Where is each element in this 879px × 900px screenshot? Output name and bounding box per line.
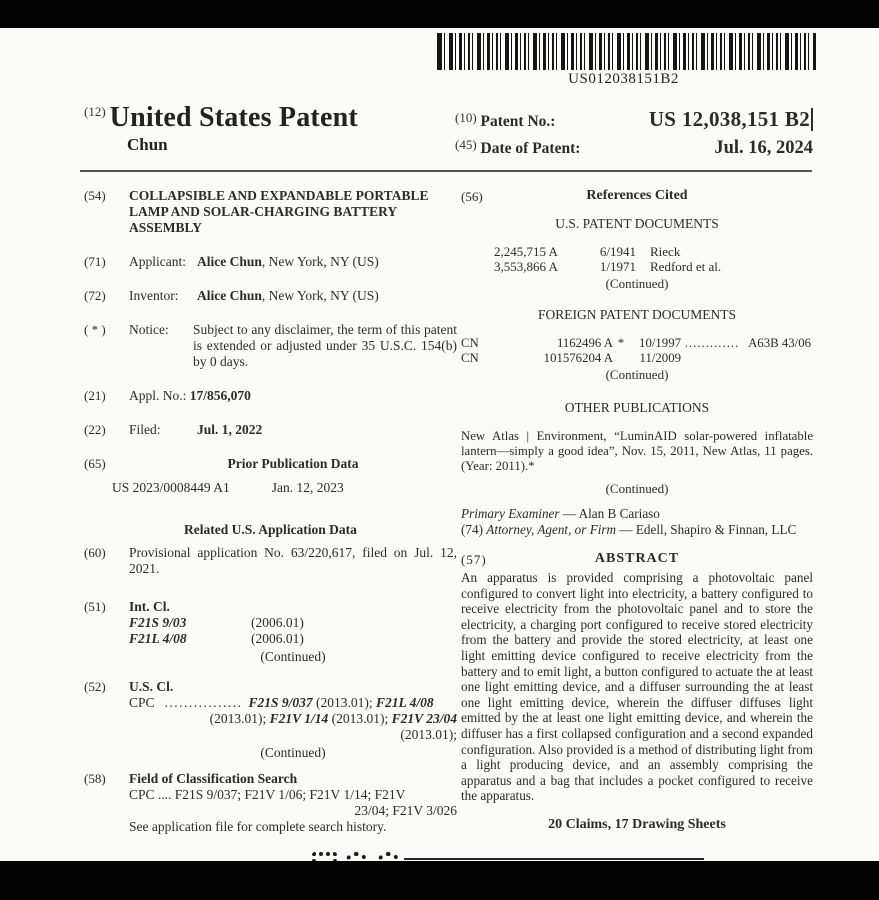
foreign-star bbox=[613, 351, 629, 366]
appl-no-value: 17/856,070 bbox=[189, 388, 251, 403]
field-code-71: (71) bbox=[84, 254, 106, 269]
field-search-row bbox=[84, 771, 457, 835]
foreign-country: CN bbox=[461, 336, 479, 350]
int-cl-continued: (Continued) bbox=[260, 649, 326, 664]
filed-value: Jul. 1, 2022 bbox=[197, 422, 263, 437]
primary-examiner-line bbox=[461, 506, 813, 522]
patent-number-row bbox=[455, 106, 813, 133]
prior-pub-number: US 2023/0008449 A1 bbox=[112, 480, 230, 495]
int-cl-row bbox=[84, 599, 457, 665]
int-cl-year: (2006.01) bbox=[251, 631, 304, 646]
patent-number-value: US 12,038,151 B2 bbox=[649, 108, 813, 131]
field-search-line-2: 23/04; F21V 3/026 bbox=[354, 803, 457, 818]
attorney-value: — Edell, Shapiro & Finnan, LLC bbox=[619, 521, 797, 537]
provisional-row bbox=[84, 545, 457, 577]
field-code-58: (58) bbox=[84, 771, 106, 786]
first-inventor-surname: Chun bbox=[127, 135, 168, 154]
cropped-figure-line bbox=[404, 858, 704, 860]
page-title: United States Patent bbox=[109, 102, 358, 133]
cpc-line-2: (2013.01); F21V 1/14 (2013.01); F21V 23/04 bbox=[209, 711, 457, 726]
abstract-heading: ABSTRACT bbox=[594, 551, 680, 566]
us-cl-continued: (Continued) bbox=[260, 745, 326, 760]
int-cl-code: F21L 4/08 bbox=[129, 631, 187, 646]
letterbox-bottom bbox=[0, 861, 879, 900]
us-cl-heading: U.S. Cl. bbox=[129, 679, 174, 694]
us-patent-row bbox=[461, 260, 813, 275]
notice-row bbox=[84, 322, 457, 370]
field-code-54: (54) bbox=[84, 188, 106, 203]
cropped-figure-shape bbox=[344, 852, 369, 861]
other-publications-heading: OTHER PUBLICATIONS bbox=[564, 400, 710, 415]
notice-text: Subject to any disclaimer, the term of this patent is extended or adjusted under 35 U.S.C. 154(b) by 0 days. bbox=[193, 322, 457, 369]
barcode bbox=[437, 33, 816, 70]
notice-label: Notice: bbox=[129, 322, 169, 337]
inventor-row bbox=[84, 288, 457, 304]
invention-title: COLLAPSIBLE AND EXPANDABLE PORTABLE LAMP AND SOLAR-CHARGING BATTERY ASSEMBLY bbox=[129, 188, 429, 235]
field-code-51: (51) bbox=[84, 599, 106, 614]
patent-date-row bbox=[455, 133, 813, 160]
primary-examiner-value: — Alan B Cariaso bbox=[562, 506, 660, 521]
foreign-star: * bbox=[617, 336, 625, 350]
cropped-figure-shape bbox=[312, 852, 337, 861]
left-column bbox=[84, 188, 457, 835]
foreign-country: CN bbox=[461, 350, 479, 365]
patent-date-label: $^{(45)}$ Date of Patent: bbox=[455, 137, 581, 157]
references-cited-heading: References Cited bbox=[586, 188, 688, 203]
us-patents-continued: (Continued) bbox=[605, 276, 669, 291]
patent-number-label: $^{(10)}$ Patent No.: bbox=[455, 110, 556, 130]
header-left bbox=[84, 102, 358, 155]
field-code-74: (74) bbox=[461, 521, 483, 537]
right-column bbox=[461, 188, 813, 833]
related-data-heading: Related U.S. Application Data bbox=[184, 522, 357, 537]
foreign-patent-row bbox=[461, 336, 813, 351]
foreign-patents-continued: (Continued) bbox=[605, 367, 669, 382]
applicant-location: , New York, NY (US) bbox=[261, 254, 379, 269]
field-code-72: (72) bbox=[84, 288, 106, 303]
dot-leader: ................ bbox=[164, 695, 243, 710]
cpc-line-1: CPC ................ F21S 9/037 (2013.01); F21L 4/08 bbox=[129, 695, 434, 710]
applicant-name: Alice Chun bbox=[197, 254, 262, 269]
prior-pub-row bbox=[84, 480, 457, 496]
cpc-line-3: (2013.01); bbox=[400, 727, 457, 742]
abstract-heading-row bbox=[461, 551, 813, 567]
us-cl-row bbox=[84, 679, 457, 761]
field-code-65: (65) bbox=[84, 456, 106, 471]
foreign-patent-row bbox=[461, 351, 813, 366]
patent-doc-date: 1/1971 bbox=[599, 258, 636, 274]
field-code-22: (22) bbox=[84, 422, 106, 437]
header-right bbox=[455, 106, 813, 160]
us-patent-row bbox=[461, 245, 813, 260]
field-search-line-1: CPC .... F21S 9/037; F21V 1/06; F21V 1/14; F21V bbox=[129, 787, 406, 802]
foreign-date: 10/1997 bbox=[639, 336, 681, 350]
int-cl-entry bbox=[129, 615, 457, 631]
other-publications-text: New Atlas | Environment, “LuminAID solar-powered inflatable lantern—simply a good idea”, Nov. 15, 2011, New Atlas, 11 pages. (Year: 2011).* bbox=[461, 429, 813, 473]
field-code-52: (52) bbox=[84, 679, 106, 694]
header-divider bbox=[80, 170, 812, 172]
foreign-number: 101576204 A bbox=[543, 350, 613, 365]
int-cl-year: (2006.01) bbox=[251, 615, 304, 630]
appl-no-row bbox=[84, 388, 457, 404]
letterbox-top bbox=[0, 0, 879, 28]
invention-title-row bbox=[84, 188, 457, 236]
references-cited-heading-row bbox=[461, 188, 813, 204]
field-code-56: (56) bbox=[461, 189, 483, 204]
applicant-label: Applicant: bbox=[129, 254, 186, 269]
field-code-60: (60) bbox=[84, 545, 106, 560]
field-code-21: (21) bbox=[84, 388, 106, 403]
provisional-text: Provisional application No. 63/220,617, filed on Jul. 12, 2021. bbox=[129, 545, 457, 576]
abstract-text: An apparatus is provided comprising a photovoltaic panel configured to convert light into electricity, a battery configured to receive electricity from the photovoltaic panel and to store the electricity, a charging port configured to receive stored electricity from the battery and provide the stored electricity, at least one light emitting device configured to receive electricity from the battery and to emit light, a button configured to actuate the at least one light emitting device, and a diffuser surrounding the at least one light emitting device, wherein the diffuser diffuses light emitted by the at least one light emitting device, and wherein the diffuser has a first collapsed configuration and a second expanded configuration. Also provided is a method of distributing light from a light producing device, and an assembly comprising the apparatus and a bag that includes a pocket configured to receive the apparatus. bbox=[461, 570, 813, 804]
primary-examiner-label: Primary Examiner bbox=[461, 506, 560, 521]
int-cl-code: F21S 9/03 bbox=[129, 615, 187, 630]
applicant-row bbox=[84, 254, 457, 270]
claims-drawing-sheets-line: 20 Claims, 17 Drawing Sheets bbox=[548, 816, 726, 832]
filed-row bbox=[84, 422, 457, 438]
appl-no-label: Appl. No.: bbox=[129, 388, 187, 403]
int-cl-heading: Int. Cl. bbox=[129, 599, 170, 614]
field-code-12: (12) bbox=[84, 104, 106, 119]
attorney-label: Attorney, Agent, or Firm bbox=[486, 521, 617, 537]
patent-doc-date: 6/1941 bbox=[599, 244, 636, 259]
patent-front-page bbox=[0, 28, 879, 861]
field-search-heading: Field of Classification Search bbox=[129, 771, 298, 786]
patent-doc-number: 2,245,715 A bbox=[494, 244, 558, 259]
us-patent-documents-heading: U.S. PATENT DOCUMENTS bbox=[555, 216, 719, 231]
field-search-line-3: See application file for complete search history. bbox=[129, 819, 387, 834]
prior-pub-heading: Prior Publication Data bbox=[227, 456, 359, 471]
patent-doc-name: Redford et al. bbox=[650, 258, 722, 274]
patent-doc-number: 3,553,866 A bbox=[494, 258, 558, 274]
field-code-57: (57) bbox=[461, 552, 487, 567]
dot-leader: ............. bbox=[684, 336, 740, 350]
foreign-class: A63B 43/06 bbox=[748, 336, 811, 350]
cpc-label: CPC bbox=[129, 695, 155, 710]
inventor-label: Inventor: bbox=[129, 288, 179, 303]
int-cl-entry bbox=[129, 631, 457, 647]
patent-doc-name: Rieck bbox=[650, 244, 681, 259]
foreign-patent-documents-heading: FOREIGN PATENT DOCUMENTS bbox=[537, 307, 737, 322]
barcode-text: US012038151B2 bbox=[568, 71, 679, 87]
filed-label: Filed: bbox=[129, 422, 161, 437]
field-code-star: ( * ) bbox=[84, 322, 106, 337]
other-publications-continued: (Continued) bbox=[605, 481, 669, 496]
foreign-date: 11/2009 bbox=[639, 350, 681, 365]
inventor-name: Alice Chun bbox=[197, 288, 262, 303]
inventor-location: , New York, NY (US) bbox=[261, 288, 379, 303]
prior-pub-date: Jan. 12, 2023 bbox=[271, 480, 344, 495]
foreign-number: 1162496 A bbox=[556, 336, 613, 350]
cropped-figure-shape bbox=[376, 852, 401, 861]
cropped-drawing-top bbox=[308, 850, 708, 861]
patent-date-value: Jul. 16, 2024 bbox=[714, 138, 813, 158]
prior-pub-heading-row bbox=[84, 456, 457, 472]
attorney-line bbox=[461, 522, 813, 538]
